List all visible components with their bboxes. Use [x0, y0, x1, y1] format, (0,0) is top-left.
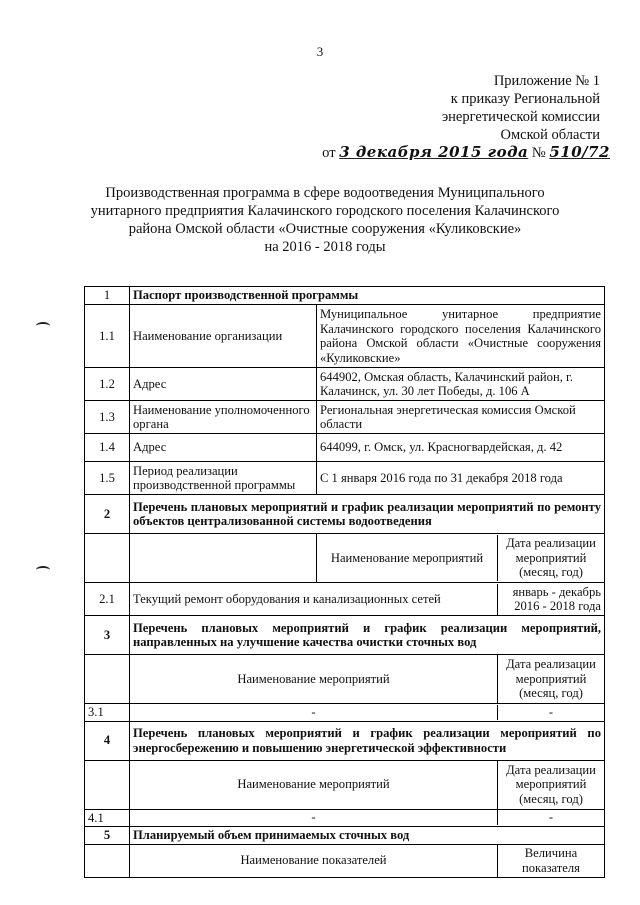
column-header-name: Наименование мероприятий — [130, 655, 498, 703]
title-line3: района Омской области «Очистные сооружения «Куликовские» — [128, 221, 522, 237]
section-number: 4 — [85, 721, 130, 760]
document-title — [80, 184, 570, 256]
column-header — [130, 534, 317, 583]
row-name: - — [130, 810, 498, 825]
section-number: 1 — [85, 287, 130, 305]
row-value: 644902, Омская область, Калачинский район, г. Калачинск, ул. 30 лет Победы, д. 106 А — [317, 368, 605, 401]
order-reference — [322, 143, 610, 162]
row-value: С 1 января 2016 года по 31 декабря 2018 года — [317, 462, 605, 495]
row-content — [130, 583, 605, 616]
section-title: Планируемый объем принимаемых сточных вод — [130, 827, 605, 845]
empty-cell — [85, 655, 130, 704]
row-label: Адрес — [130, 434, 317, 462]
table-row — [85, 827, 605, 845]
appendix-line4: Омской области — [500, 127, 600, 143]
page-number: 3 — [316, 44, 324, 59]
column-header-date: Дата реализации мероприятий (месяц, год) — [506, 762, 596, 806]
header-split — [130, 655, 605, 704]
table-row — [85, 534, 605, 583]
section-title: Перечень плановых мероприятий и график реализации мероприятий, направленных на улучшение качества очистки сточных вод — [130, 616, 605, 655]
scan-mark — [36, 322, 50, 330]
section-number: 5 — [85, 827, 130, 845]
order-prefix: от — [322, 145, 336, 161]
header-split — [130, 760, 605, 809]
scan-mark — [36, 566, 50, 574]
table-row — [85, 305, 605, 368]
row-number: 4.1 — [85, 809, 130, 827]
table-row — [85, 368, 605, 401]
row-number: 2.1 — [85, 583, 130, 616]
column-header-name: Наименование мероприятий — [130, 761, 498, 809]
section-number: 3 — [85, 616, 130, 655]
table-row — [85, 434, 605, 462]
empty-cell — [85, 534, 130, 583]
title-line2: унитарного предприятия Калачинского городского поселения Калачинского — [90, 203, 560, 219]
row-label: Период реализации производственной программы — [130, 462, 317, 495]
row-number: 1.5 — [85, 462, 130, 495]
appendix-line1: Приложение № 1 — [493, 73, 600, 89]
title-line1: Производственная программа в сфере водоотведения Муниципального — [105, 185, 545, 201]
column-header-date: Дата реализации мероприятий (месяц, год) — [506, 657, 596, 701]
table-row — [85, 462, 605, 495]
table-row — [85, 401, 605, 434]
row-number: 1.2 — [85, 368, 130, 401]
section-title: Перечень плановых мероприятий и график реализации мероприятий по ремонту объектов централизованной системы водоотведения — [130, 495, 605, 534]
row-name: - — [130, 705, 498, 720]
row-value: Муниципальное унитарное предприятие Калачинского городского поселения Калачинского района Омской области «Очистные сооружения «Куликовские» — [317, 305, 605, 368]
table-row — [85, 655, 605, 704]
row-date: - — [548, 810, 554, 825]
row-number: 1.1 — [85, 305, 130, 368]
table-row — [85, 287, 605, 305]
section-number: 2 — [85, 495, 130, 534]
section-title: Перечень плановых мероприятий и график реализации мероприятий по энергосбережению и повышению энергетической эффективности — [130, 721, 605, 760]
table-row — [85, 809, 605, 827]
column-header-value: Величина показателя — [522, 846, 580, 875]
row-value: Региональная энергетическая комиссия Омской области — [317, 401, 605, 434]
column-header-date: Дата реализации мероприятий (месяц, год) — [506, 536, 596, 580]
section-title: Паспорт производственной программы — [130, 287, 605, 305]
row-date: - — [548, 704, 554, 719]
row-number: 1.3 — [85, 401, 130, 434]
empty-cell — [85, 760, 130, 809]
appendix-line3: энергетической комиссии — [441, 109, 600, 125]
appendix-header — [442, 72, 600, 144]
table-row — [85, 704, 605, 722]
appendix-line2: к приказу Региональной — [450, 91, 600, 107]
table-row — [85, 616, 605, 655]
title-line4: на 2016 - 2018 годы — [264, 239, 386, 255]
row-number: 1.4 — [85, 434, 130, 462]
order-num-prefix: № — [531, 145, 546, 161]
row-label: Наименование организации — [130, 305, 317, 368]
table-row — [85, 583, 605, 616]
production-program-table — [84, 286, 605, 878]
header-split — [317, 534, 605, 583]
row-number: 3.1 — [85, 704, 130, 722]
order-number: 510/72 — [549, 143, 610, 161]
row-value: 644099, г. Омск, ул. Красногвардейская, д. 42 — [317, 434, 605, 462]
column-header-name: Наименование мероприятий — [317, 535, 498, 581]
row-label: Адрес — [130, 368, 317, 401]
row-content — [130, 809, 605, 827]
table-row — [85, 844, 605, 877]
order-date: 3 декабря 2015 года — [339, 143, 529, 161]
row-label: Наименование уполномоченного органа — [130, 401, 317, 434]
table-row — [85, 760, 605, 809]
row-name: Текущий ремонт оборудования и канализационных сетей — [130, 584, 498, 615]
table-row — [85, 721, 605, 760]
header-split — [130, 844, 605, 877]
table-row — [85, 495, 605, 534]
column-header-name: Наименование показателей — [130, 845, 498, 877]
empty-cell — [85, 844, 130, 877]
row-content — [130, 704, 605, 722]
row-date: январь - декабрь 2016 - 2018 года — [512, 584, 601, 613]
